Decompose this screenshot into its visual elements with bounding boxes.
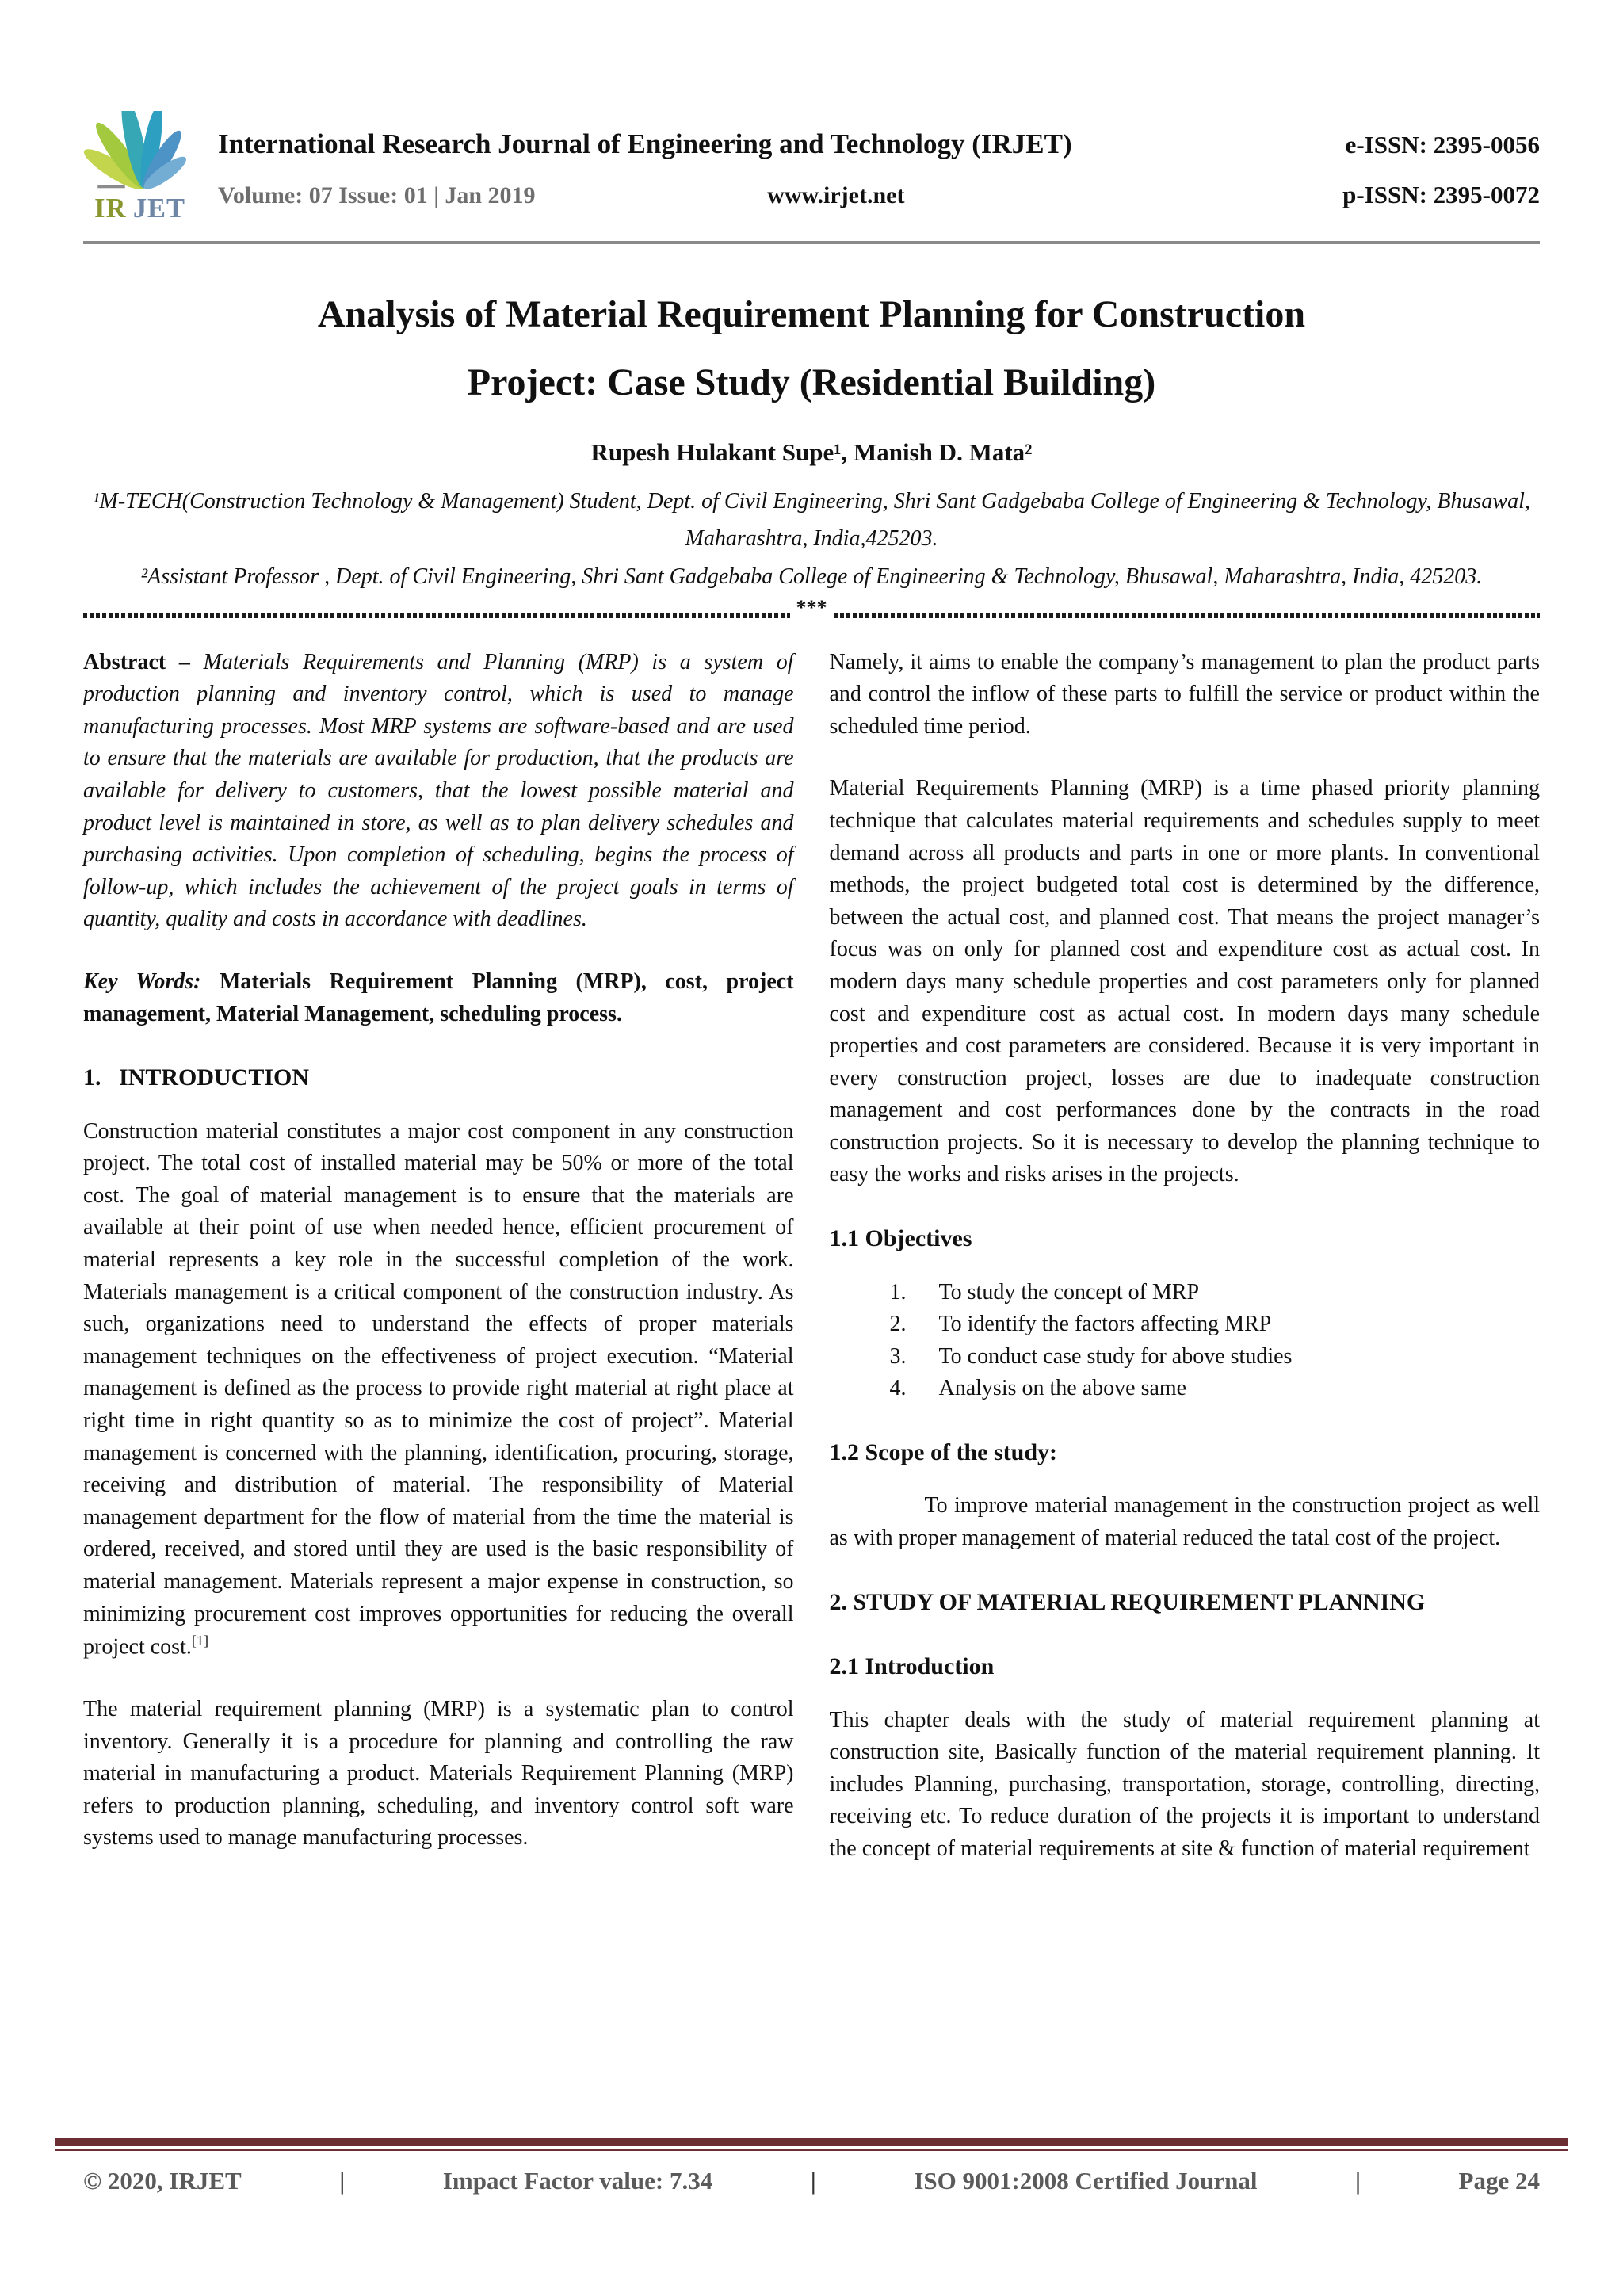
irjet-leaf-icon (83, 111, 204, 230)
objective-item (830, 1341, 1541, 1373)
journal-header (83, 116, 1540, 230)
scope-heading: 1.2 Scope of the study: (829, 1438, 1058, 1465)
objective-text: To identify the factors affecting MRP (938, 1312, 1272, 1337)
right-paragraph-2: Material Requirements Planning (MRP) is a time phased priority planning technique that calculates material requirements and schedules supply to meet demand across all products and parts in one or more plants. In conventional methods, the project budgeted total cost is determined by the difference, between the actual cost, and planned cost. That means the project manager’s focus was on only for planned cost and expenditure cost as actual cost. In modern days many schedule properties and cost parameters only for planned cost and expenditure cost as actual cost. In modern days many schedule properties and cost parameters are considered. Because it is very important in every construction project, losses are due to inadequate construction management and cost performances done by the contracts in the road construction projects. So it is necessary to develop the planning technique to easy the works and risks arises in the projects. (829, 776, 1540, 1187)
affiliation-2: ²Assistant Professor , Dept. of Civil Engineering, Shri Sant Gadgebaba College of Engineering & Technology, Bhusawal, Maharashtra, India, 425203. (140, 563, 1483, 589)
journal-website: www.irjet.net (767, 182, 905, 208)
footer-impact-factor: Impact Factor value: 7.34 (442, 2167, 713, 2195)
abstract-paragraph (83, 647, 794, 936)
page-footer (83, 2167, 1540, 2195)
affiliation-1: ¹M-TECH(Construction Technology & Management) Student, Dept. of Civil Engineering, Shri Sant Gadgebaba College of Engineering & Technology, Bhusawal, Maharashtra, India,425203. (93, 488, 1530, 552)
paper-title (83, 281, 1540, 418)
chapter-intro-paragraph: This chapter deals with the study of material requirement planning at construction site, Basically function of the material requirement planning. It includes Planning, purchasing, transportation, storage, controlling, directing, receiving etc. To reduce duration of the projects it is important to understand the concept of material requirements at site & function of material requirement (829, 1707, 1540, 1861)
authors: Rupesh Hulakant Supe¹, Manish D. Mata² (590, 437, 1033, 466)
section-1-heading: 1. INTRODUCTION (83, 1064, 310, 1091)
introduction-text-1: Construction material constitutes a major cost component in any construction project. The total cost of installed material may be 50% or more of the total cost. The goal of material management is to ensure that the materials are available at their point of use when needed hence, efficient procurement of material represents a key role in the successful completion of the work. Materials management is a critical component of the construction industry. As such, organizations need to understand the effects of proper materials management techniques on the effectiveness of project execution. “Material management is defined as the process to provide right material at right place at right time in right quantity so as to minimize the cost of project”. Material management is concerned with the planning, identification, procuring, storage, receiving and distribution of material. The responsibility of Material management department for the flow of material from the time the material is ordered, received, and stored until they are used is the basic responsibility of material management. Materials represent a major expense in construction, so minimizing procurement cost improves opportunities for reducing the overall project cost. (83, 1118, 794, 1660)
header-text-block (218, 116, 1540, 209)
logo-text-jet: JET (132, 193, 186, 223)
paper-title-line1: Analysis of Material Requirement Planning for Construction (317, 293, 1306, 335)
objective-number: 3. (889, 1343, 907, 1369)
volume-issue: Volume: 07 Issue: 01 | Jan 2019 (218, 182, 536, 208)
right-paragraph-1: Namely, it aims to enable the company’s management to plan the product parts and control the inflow of these parts to fulfill the service or product within the scheduled time period. (829, 649, 1540, 739)
paper-title-line2: Project: Case Study (Residential Building) (467, 361, 1156, 404)
introduction-paragraph-1 (83, 1116, 794, 1664)
header-divider (83, 241, 1540, 244)
right-column (830, 647, 1541, 1896)
journal-name: International Research Journal of Engineering and Technology (IRJET) (218, 128, 1072, 159)
footer-divider (55, 2138, 1568, 2151)
keywords-label: Key Words: (83, 968, 201, 994)
introduction-paragraph-2: The material requirement planning (MRP) is a systematic plan to control inventory. Generally it is a procedure for planning and controlling the raw material in manufacturing a product. Materials Requirement Planning (MRP) refers to production planning, scheduling, and inventory control soft ware systems used to manage manufacturing processes. (83, 1697, 794, 1851)
affiliations (83, 483, 1540, 596)
objective-text: Analysis on the above same (938, 1376, 1187, 1401)
objective-item (830, 1308, 1541, 1341)
footer-pipe: | (339, 2167, 346, 2195)
footer-iso: ISO 9001:2008 Certified Journal (914, 2167, 1258, 2195)
footer-pipe: | (810, 2167, 816, 2195)
keywords-text: Materials Requirement Planning (MRP), cost, project management, Material Management, scheduling process. (83, 968, 794, 1026)
footer-page-number: Page 24 (1458, 2167, 1540, 2195)
footer-divider-thin (55, 2149, 1568, 2151)
left-column (83, 647, 794, 1896)
section-2-heading: 2. STUDY OF MATERIAL REQUIREMENT PLANNING (829, 1588, 1426, 1615)
objective-text: To conduct case study for above studies (938, 1343, 1293, 1369)
logo-text-ir: IR (94, 193, 127, 223)
objective-text: To study the concept of MRP (938, 1279, 1200, 1305)
irjet-logo (83, 111, 204, 230)
dashed-line-right (834, 613, 1541, 618)
separator-stars: *** (796, 595, 827, 619)
dashed-line-left (83, 613, 790, 618)
footer-divider-thick (55, 2138, 1568, 2146)
objectives-heading: 1.1 Objectives (829, 1225, 972, 1252)
objective-item (830, 1373, 1541, 1405)
scope-paragraph: To improve material management in the construction project as well as with proper management of material reduced the tatal cost of the project. (829, 1493, 1540, 1551)
objectives-list (830, 1277, 1541, 1405)
footer-copyright: © 2020, IRJET (83, 2167, 242, 2195)
star-separator (83, 595, 1540, 628)
reference-1: [1] (191, 1633, 209, 1649)
objective-number: 1. (889, 1279, 907, 1305)
p-issn: p-ISSN: 2395-0072 (1342, 181, 1540, 208)
e-issn: e-ISSN: 2395-0056 (1345, 131, 1540, 159)
abstract-text: Materials Requirements and Planning (MRP) is a system of production planning and inventory control, which is used to manage manufacturing processes. Most MRP systems are software-based and are used to ensure that the materials are available for production, that the products are available for delivery to customers, that the lowest possible material and product level is maintained in store, as well as to plan delivery schedules and purchasing activities. Upon completion of scheduling, begins the process of follow-up, which includes the achievement of the project goals in terms of quantity, quality and costs in accordance with deadlines. (83, 649, 794, 932)
objective-number: 2. (889, 1312, 907, 1337)
objective-item (830, 1277, 1541, 1309)
keywords-paragraph (83, 966, 794, 1030)
section-2-1-heading: 2.1 Introduction (829, 1653, 995, 1680)
objective-number: 4. (889, 1376, 907, 1401)
abstract-label: Abstract – (83, 649, 190, 674)
two-column-body (83, 647, 1540, 1896)
footer-pipe: | (1355, 2167, 1361, 2195)
